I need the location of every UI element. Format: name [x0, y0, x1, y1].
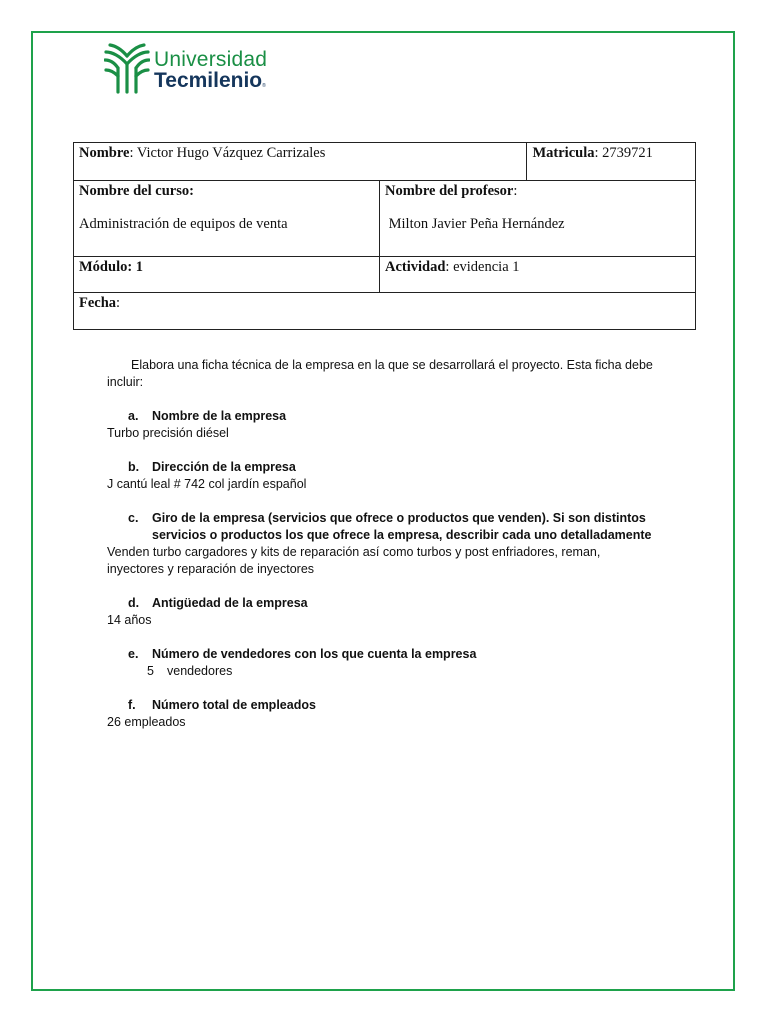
list-item-d: [107, 595, 667, 629]
tecmilenio-leaf-icon: [104, 42, 150, 94]
item-answer: [147, 663, 667, 680]
actividad-label: Actividad: [385, 259, 446, 275]
item-heading: [128, 697, 667, 714]
fecha-value: :: [116, 295, 121, 311]
item-heading: [128, 510, 652, 544]
university-logo: [104, 42, 274, 98]
profesor-label: Nombre del profesor: [385, 183, 514, 199]
logo-text-tecmilenio: [154, 69, 266, 93]
item-answer-text: vendedores: [167, 664, 233, 678]
logo-text-tecmilenio-word: Tecmilenio: [154, 69, 263, 92]
document-body: [107, 357, 667, 731]
item-letter: f.: [128, 698, 136, 712]
actividad-value: : evidencia 1: [445, 259, 520, 275]
student-info-table: [73, 142, 696, 330]
item-heading: [128, 459, 667, 476]
item-heading: [128, 595, 667, 612]
matricula-value: : 2739721: [594, 145, 653, 161]
item-answer: Turbo precisión diésel: [107, 426, 229, 440]
fecha-label: Fecha: [79, 295, 117, 311]
list-item-b: [107, 459, 667, 493]
matricula-cell: [527, 143, 696, 181]
modulo-label: Módulo: 1: [79, 259, 144, 275]
item-heading-text: Giro de la empresa (servicios que ofrece o productos que venden). Si son distintos servicios o productos los que ofrece la empresa, describir cada uno detalladamente: [152, 511, 652, 542]
curso-cell: [74, 181, 380, 257]
item-letter: b.: [128, 460, 140, 474]
list-item-e: [107, 646, 667, 680]
fecha-cell: [74, 293, 696, 330]
item-answer: Venden turbo cargadores y kits de reparación así como turbos y post enfriadores, reman, inyectores y reparación de inyectores: [107, 545, 601, 576]
actividad-cell: [380, 257, 696, 293]
item-heading: [128, 646, 667, 663]
list-item-c: [107, 510, 667, 578]
nombre-label: Nombre: [79, 145, 130, 161]
item-letter: e.: [128, 647, 139, 661]
nombre-value: : Victor Hugo Vázquez Carrizales: [129, 145, 326, 161]
item-answer: 26 empleados: [107, 715, 186, 729]
item-heading-text: Número total de empleados: [152, 698, 316, 712]
curso-value: Administración de equipos de venta: [79, 216, 288, 232]
item-letter: d.: [128, 596, 140, 610]
item-heading-text: Nombre de la empresa: [152, 409, 287, 423]
item-answer: 14 años: [107, 613, 152, 627]
profesor-cell: [380, 181, 696, 257]
modulo-cell: [74, 257, 380, 293]
list-item-a: [107, 408, 667, 442]
item-heading: [128, 408, 667, 425]
item-letter: a.: [128, 409, 139, 423]
nombre-cell: [74, 143, 527, 181]
profesor-name: Milton Javier Peña Hernández: [388, 216, 565, 232]
profesor-colon: :: [513, 183, 518, 199]
item-answer-number: 5: [147, 664, 154, 678]
intro-paragraph: Elabora una ficha técnica de la empresa en la que se desarrollará el proyecto. Esta ficha debe incluir:: [107, 358, 653, 389]
item-answer: J cantú leal # 742 col jardín español: [107, 477, 307, 491]
logo-text-universidad: Universidad: [154, 48, 268, 71]
registered-mark: ®: [262, 83, 266, 89]
item-heading-text: Dirección de la empresa: [152, 460, 296, 474]
item-letter: c.: [128, 511, 139, 525]
curso-label: Nombre del curso:: [79, 183, 194, 199]
list-item-f: [107, 697, 667, 731]
item-heading-text: Antigüedad de la empresa: [152, 596, 308, 610]
item-heading-text: Número de vendedores con los que cuenta la empresa: [152, 647, 477, 661]
matricula-label: Matricula: [532, 145, 595, 161]
